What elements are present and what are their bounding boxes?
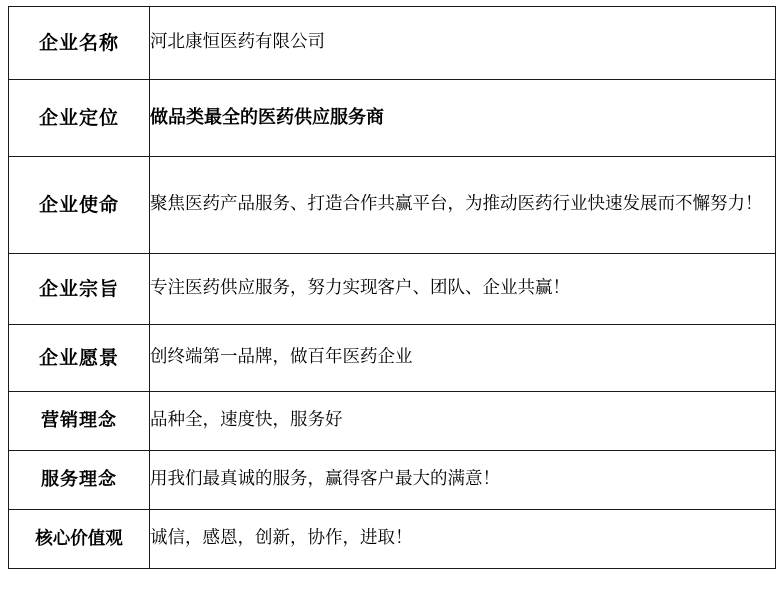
row-value-core-values: 诚信，感恩，创新，协作，进取！ xyxy=(150,510,776,569)
table-body xyxy=(9,7,776,569)
row-value-company-positioning: 做品类最全的医药供应服务商 xyxy=(150,80,776,157)
table-row xyxy=(9,254,776,325)
row-value-service-philosophy: 用我们最真诚的服务，赢得客户最大的满意！ xyxy=(150,451,776,510)
table-row xyxy=(9,392,776,451)
row-label-company-vision: 企业愿景 xyxy=(9,325,150,392)
row-value-company-mission: 聚焦医药产品服务、打造合作共赢平台，为推动医药行业快速发展而不懈努力！ xyxy=(150,157,776,254)
company-info-table xyxy=(8,6,776,569)
row-label-company-positioning: 企业定位 xyxy=(9,80,150,157)
table-row xyxy=(9,7,776,80)
table-row xyxy=(9,451,776,510)
table-row xyxy=(9,510,776,569)
row-value-company-purpose: 专注医药供应服务，努力实现客户、团队、企业共赢！ xyxy=(150,254,776,325)
table-row xyxy=(9,325,776,392)
row-label-company-mission: 企业使命 xyxy=(9,157,150,254)
table-row xyxy=(9,80,776,157)
row-label-marketing-philosophy: 营销理念 xyxy=(9,392,150,451)
row-value-company-vision: 创终端第一品牌，做百年医药企业 xyxy=(150,325,776,392)
row-label-core-values: 核心价值观 xyxy=(9,510,150,569)
row-label-company-purpose: 企业宗旨 xyxy=(9,254,150,325)
row-label-service-philosophy: 服务理念 xyxy=(9,451,150,510)
row-label-company-name: 企业名称 xyxy=(9,7,150,80)
table-row xyxy=(9,157,776,254)
row-value-marketing-philosophy: 品种全，速度快，服务好 xyxy=(150,392,776,451)
row-value-company-name: 河北康恒医药有限公司 xyxy=(150,7,776,80)
